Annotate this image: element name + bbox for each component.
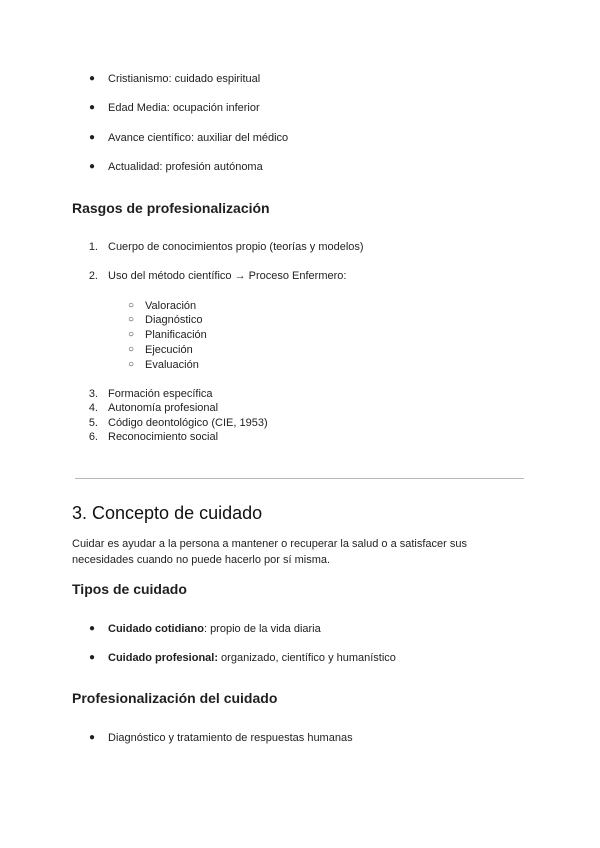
definition-line: necesidades cuando no puede hacerlo por sí misma. xyxy=(72,553,331,566)
section-title: 3. Concepto de cuidado xyxy=(72,503,263,523)
rasgos-heading: Rasgos de profesionalización xyxy=(72,200,270,216)
list-item: Formación específica xyxy=(108,388,213,400)
list-item: Avance científico: auxiliar del médico xyxy=(108,132,289,144)
bullet-icon: ● xyxy=(89,732,96,743)
term: Cuidado profesional: xyxy=(108,652,218,664)
sub-list-item: Ejecución xyxy=(145,344,193,356)
circle-bullet-icon: ○ xyxy=(128,344,135,355)
definition-line: Cuidar es ayudar a la persona a mantener o recuperar la salud o a satisfacer sus xyxy=(72,538,467,550)
bullet-icon: ● xyxy=(89,132,96,143)
circle-bullet-icon: ○ xyxy=(128,314,135,325)
list-item: Actualidad: profesión autónoma xyxy=(108,161,263,173)
list-item: Diagnóstico y tratamiento de respuestas humanas xyxy=(108,732,353,744)
sub-list-item: Valoración xyxy=(145,300,197,312)
sub-list-item: Planificación xyxy=(145,329,207,341)
list-item: Código deontológico (CIE, 1953) xyxy=(108,417,268,429)
bullet-icon: ● xyxy=(89,161,96,172)
bullet-icon: ● xyxy=(89,102,96,113)
list-item: Cuerpo de conocimientos propio (teorías y modelos) xyxy=(108,241,364,253)
list-number: 1. xyxy=(88,241,98,253)
list-number: 6. xyxy=(88,431,98,443)
list-item: Edad Media: ocupación inferior xyxy=(108,102,260,114)
list-number: 5. xyxy=(88,417,98,429)
list-item: Uso del método científico → Proceso Enfermero: xyxy=(108,270,347,282)
list-item: Autonomía profesional xyxy=(108,402,219,414)
term-description: organizado, científico y humanístico xyxy=(218,652,396,664)
tipos-heading: Tipos de cuidado xyxy=(72,581,187,597)
circle-bullet-icon: ○ xyxy=(128,359,135,370)
list-number: 3. xyxy=(88,388,98,400)
definition-paragraph xyxy=(72,537,492,568)
circle-bullet-icon: ○ xyxy=(128,300,135,311)
bullet-icon: ● xyxy=(89,652,96,663)
list-number: 4. xyxy=(88,402,98,414)
list-item xyxy=(108,622,321,636)
list-number: 2. xyxy=(88,270,98,282)
bullet-icon: ● xyxy=(89,73,96,84)
term: Cuidado cotidiano xyxy=(108,623,204,635)
list-item: Reconocimiento social xyxy=(108,431,219,443)
section-divider xyxy=(75,478,524,479)
list-item xyxy=(108,651,396,665)
bullet-icon: ● xyxy=(89,623,96,634)
list-item: Cristianismo: cuidado espiritual xyxy=(108,73,261,85)
term-description: : propio de la vida diaria xyxy=(203,623,321,635)
sub-list-item: Evaluación xyxy=(145,359,199,371)
profesionalizacion-heading: Profesionalización del cuidado xyxy=(72,690,278,706)
sub-list-item: Diagnóstico xyxy=(145,314,203,326)
circle-bullet-icon: ○ xyxy=(128,329,135,340)
